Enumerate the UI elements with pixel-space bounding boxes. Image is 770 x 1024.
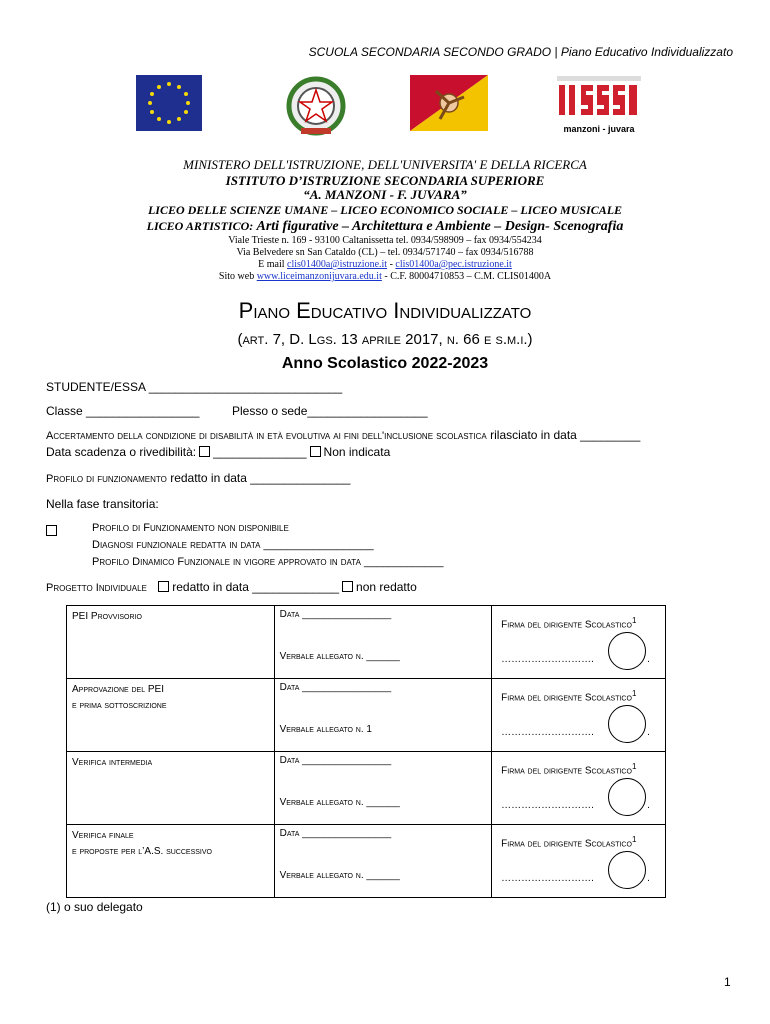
signature-period: . (647, 873, 650, 884)
row-title-cell (67, 606, 275, 679)
progetto-non-redatto-checkbox[interactable] (342, 581, 353, 592)
email-label: E mail (258, 259, 285, 270)
row-data-cell (274, 825, 492, 898)
accertamento-line (46, 428, 640, 442)
signature-line[interactable]: ………………………. (501, 800, 594, 811)
option-profilo-dinamico[interactable]: Profilo Dinamico Funzionale in vigore approvato in data _____________ (92, 556, 444, 568)
row-data-cell (274, 606, 492, 679)
signature-cell (492, 752, 666, 825)
row-title: Approvazione del PEI (72, 684, 165, 695)
signature-line[interactable]: ………………………. (501, 727, 594, 738)
footnote-ref: 1 (631, 689, 637, 698)
document-title: Piano Educativo Individualizzato (238, 298, 532, 323)
ministry-line: MINISTERO DELL'ISTRUZIONE, DELL'UNIVERSITA' E DELLA RICERCA (183, 157, 587, 172)
signature-text: Firma del dirigente Scolastico (501, 619, 632, 631)
fiscal-codes: - C.F. 80004710853 – C.M. CLIS01400A (384, 271, 552, 282)
class-field[interactable]: Classe _________________ (46, 404, 200, 418)
institute-line: ISTITUTO D’ISTRUZIONE SECONDARIA SUPERIORE (225, 173, 545, 188)
scadenza-blank[interactable]: ______________ (213, 445, 307, 459)
progetto-label: Progetto Individuale (46, 582, 147, 594)
scadenza-checkbox[interactable] (199, 446, 210, 457)
eu-flag-logo (136, 75, 202, 131)
site-label: Sito web (218, 271, 255, 282)
stamp-circle (608, 851, 646, 889)
email-line (0, 259, 770, 270)
table-row (67, 752, 666, 825)
signature-text: Firma del dirigente Scolastico (501, 692, 632, 704)
row-title-2: e proposte per l’A.S. successivo (72, 846, 212, 857)
progetto-redatto[interactable]: redatto in data _____________ (172, 580, 340, 594)
transitoria-checkbox[interactable] (46, 525, 57, 536)
stamp-circle (608, 778, 646, 816)
data-field[interactable]: Data ________________ (279, 682, 392, 693)
table-row (67, 679, 666, 752)
fase-transitoria: Nella fase transitoria: (46, 497, 159, 511)
pei-approval-table (66, 605, 666, 898)
footnote-ref: 1 (631, 616, 637, 625)
verbale-field[interactable]: Verbale allegato n. ______ (279, 797, 400, 808)
email-sep: - (389, 259, 393, 270)
signature-label (501, 835, 636, 849)
signature-label (501, 689, 636, 703)
signature-period: . (647, 727, 650, 738)
verbale-field[interactable]: Verbale allegato n. ______ (279, 651, 400, 662)
signature-cell (492, 825, 666, 898)
liceo-artistico-courses: Arti figurative – Architettura e Ambiente – Design- Scenografia (256, 219, 624, 234)
plesso-field[interactable]: Plesso o sede__________________ (232, 404, 428, 418)
data-field[interactable]: Data ________________ (279, 609, 392, 620)
verbale-field[interactable]: Verbale allegato n. ______ (279, 870, 400, 881)
sicily-region-flag (410, 75, 488, 131)
profilo-label: Profilo di funzionamento (46, 473, 167, 485)
non-indicata-checkbox[interactable] (310, 446, 321, 457)
progetto-line (46, 580, 417, 594)
signature-label (501, 616, 636, 630)
verbale-field[interactable]: Verbale allegato n. 1 (279, 724, 372, 735)
page-number: 1 (724, 975, 731, 989)
row-title-2: e prima sottoscrizione (72, 700, 167, 711)
stamp-circle (608, 632, 646, 670)
school-logo (555, 75, 643, 134)
footnote: (1) o suo delegato (46, 900, 143, 914)
progetto-non-redatto: non redatto (356, 580, 417, 594)
profilo-line (46, 471, 350, 485)
scadenza-label: Data scadenza o rivedibilità: (46, 445, 197, 459)
website-link[interactable]: www.liceimanzonijuvara.edu.it (256, 271, 382, 282)
signature-text: Firma del dirigente Scolastico (501, 765, 632, 777)
row-title-cell (67, 752, 275, 825)
running-header: SCUOLA SECONDARIA SECONDO GRADO | Piano Educativo Individualizzato (308, 45, 733, 59)
signature-label (501, 762, 636, 776)
accertamento-label: Accertamento della condizione di disabilità in età evolutiva ai fini dell'inclusione scolastica (46, 430, 487, 442)
italian-republic-emblem (285, 74, 347, 136)
website-line (0, 271, 770, 282)
table-row (67, 606, 666, 679)
row-title: Verifica intermedia (72, 757, 153, 768)
school-logo-text: manzoni - juvara (563, 124, 635, 134)
accertamento-date[interactable]: rilasciato in data _________ (490, 428, 641, 442)
footnote-ref: 1 (631, 762, 637, 771)
profilo-date[interactable]: redatto in data _______________ (170, 471, 351, 485)
option-profilo-non-disponibile[interactable]: Profilo di Funzionamento non disponibile (92, 522, 289, 534)
stamp-circle (608, 705, 646, 743)
school-name-line: “A. MANZONI - F. JUVARA” (303, 187, 467, 202)
row-title-cell (67, 825, 275, 898)
email-link[interactable]: clis01400a@istruzione.it (287, 259, 388, 270)
non-indicata-label: Non indicata (323, 445, 391, 459)
signature-period: . (647, 800, 650, 811)
liceo-artistico-label: LICEO ARTISTICO: (146, 219, 254, 233)
row-data-cell (274, 679, 492, 752)
student-field[interactable]: STUDENTE/ESSA _____________________________ (46, 380, 343, 394)
table-row (67, 825, 666, 898)
row-data-cell (274, 752, 492, 825)
signature-line[interactable]: ………………………. (501, 654, 594, 665)
school-logo-graphic (555, 75, 643, 119)
row-title: Verifica finale (72, 830, 134, 841)
address-2: Via Belvedere sn San Cataldo (CL) – tel. 0934/571740 – fax 0934/516788 (236, 247, 534, 258)
address-1: Viale Trieste n. 169 - 93100 Caltanissetta tel. 0934/598909 – fax 0934/554234 (228, 235, 542, 246)
document-subtitle: (art. 7, D. Lgs. 13 aprile 2017, n. 66 e s.m.i.) (237, 331, 533, 348)
option-diagnosi-funzionale[interactable]: Diagnosi funzionale redatta in data __________________ (92, 539, 374, 551)
signature-text: Firma del dirigente Scolastico (501, 838, 632, 850)
school-year: Anno Scolastico 2022-2023 (281, 355, 489, 372)
progetto-redatto-checkbox[interactable] (158, 581, 169, 592)
footnote-ref: 1 (631, 835, 637, 844)
pec-link[interactable]: clis01400a@pec.istruzione.it (395, 259, 512, 270)
data-field[interactable]: Data ________________ (279, 828, 392, 839)
row-title-cell (67, 679, 275, 752)
signature-line[interactable]: ………………………. (501, 873, 594, 884)
signature-cell (492, 679, 666, 752)
signature-cell (492, 606, 666, 679)
data-field[interactable]: Data ________________ (279, 755, 392, 766)
signature-period: . (647, 654, 650, 665)
licei-line: LICEO DELLE SCIENZE UMANE – LICEO ECONOMICO SOCIALE – LICEO MUSICALE (147, 203, 623, 217)
liceo-artistico-line (0, 218, 770, 235)
row-title: PEI Provvisorio (72, 611, 142, 622)
scadenza-line (46, 445, 390, 459)
